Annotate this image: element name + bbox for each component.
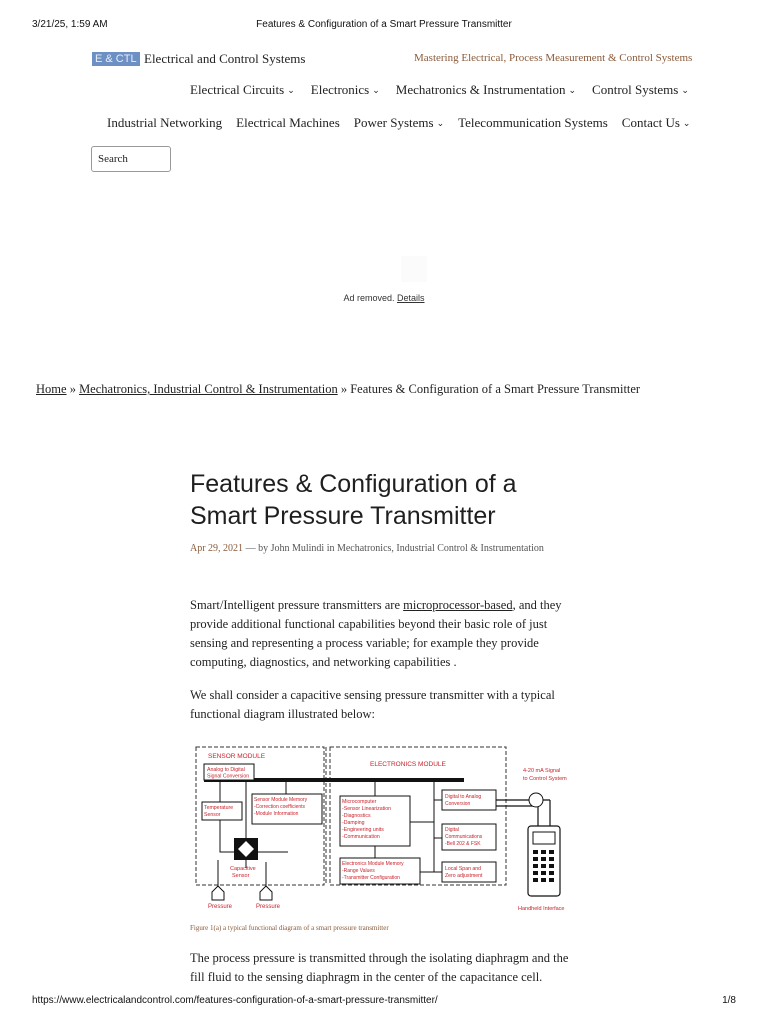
print-page-number: 1/8 <box>722 995 736 1006</box>
nav-label: Contact Us <box>621 115 680 130</box>
pressure-right-label: Pressure <box>256 904 281 910</box>
primary-nav <box>190 82 768 98</box>
digital-comm-label-3: -Bell 202 & FSK <box>445 841 481 847</box>
nav-electronics[interactable] <box>311 82 380 98</box>
article-paragraph-1 <box>190 596 580 672</box>
nav-control-systems[interactable] <box>592 82 689 98</box>
microcomputer-label-3: -Diagnostics <box>342 813 371 819</box>
digital-comm-label-2: Communications <box>445 834 483 840</box>
nav-label: Control Systems <box>592 82 679 97</box>
microcomputer-label-5: -Engineering units <box>342 827 384 833</box>
article-author[interactable]: John Mulindi <box>270 543 325 554</box>
chevron-down-icon: ⌄ <box>682 118 691 128</box>
functional-diagram <box>190 742 590 917</box>
site-title[interactable]: Electrical and Control Systems <box>144 51 306 66</box>
nav-label: Electronics <box>310 82 370 97</box>
chevron-down-icon: ⌄ <box>436 118 445 128</box>
adc-label-1: Analog to Digital <box>207 767 245 773</box>
temp-label-2: Sensor <box>204 812 221 818</box>
article-date[interactable]: Apr 29, 2021 <box>190 543 244 554</box>
chevron-down-icon: ⌄ <box>568 85 577 95</box>
adc-label-2: Signal Conversion <box>207 773 250 780</box>
elec-memory-label-1: Electronics Module Memory <box>342 861 404 867</box>
pressure-port-icon <box>260 886 272 900</box>
secondary-nav <box>107 115 768 131</box>
temp-label-1: Temperature <box>204 805 234 811</box>
p1-text-before: Smart/Intelligent pressure transmitters are <box>190 598 404 612</box>
nav-mechatronics-instrumentation[interactable] <box>396 82 576 98</box>
breadcrumb-home[interactable]: Home <box>36 382 67 396</box>
microcomputer-label-4: -Damping <box>342 820 365 826</box>
signal-meter-icon <box>529 793 543 807</box>
digital-comm-label-1: Digital <box>445 827 459 833</box>
article-title: Features & Configuration of a Smart Pressure Transmitter <box>190 470 517 530</box>
print-url: https://www.electricalandcontrol.com/features-configuration-of-a-smart-pressure-transmitter/ <box>32 995 438 1006</box>
ad-removed-notice <box>0 293 768 303</box>
dac-block <box>442 790 496 810</box>
p1-text-after: , and they provide additional functional capabilities beyond their basic role of just sensing and representing a process variable; for example they provide computing, diagnostics, and networking capabilities . <box>190 598 562 669</box>
nav-telecommunication-systems[interactable]: Telecommunication Systems <box>458 115 608 130</box>
microcomputer-label-2: -Sensor Linearization <box>342 806 392 812</box>
signal-label-2: to Control System <box>523 776 567 782</box>
meta-in: in <box>326 543 335 554</box>
sensor-memory-label-2: -Correction coefficients <box>254 804 306 810</box>
nav-industrial-networking[interactable]: Industrial Networking <box>107 115 223 130</box>
chevron-down-icon: ⌄ <box>372 85 380 95</box>
nav-label: Power Systems <box>353 115 434 130</box>
meta-by: — by <box>245 543 269 554</box>
breadcrumb-separator: » <box>69 382 76 396</box>
chevron-down-icon: ⌄ <box>681 85 689 95</box>
local-span-label-1: Local Span and <box>445 866 482 872</box>
sensor-memory-label-1: Sensor Module Memory <box>254 797 308 803</box>
ad-placeholder <box>401 256 427 282</box>
nav-label: Electrical Circuits <box>190 82 285 97</box>
chevron-down-icon: ⌄ <box>287 85 295 95</box>
print-doc-title: Features & Configuration of a Smart Pressure Transmitter <box>256 19 512 30</box>
pressure-left-label: Pressure <box>208 904 233 910</box>
breadcrumb-separator: » <box>340 382 348 396</box>
elec-memory-label-2: -Range Values <box>342 868 375 874</box>
sensor-memory-label-3: -Module Information <box>254 811 299 817</box>
nav-label: Mechatronics & Instrumentation <box>395 82 566 97</box>
sensor-module-label: SENSOR MODULE <box>208 753 266 760</box>
capacitive-label-1: Capacitive <box>230 866 256 872</box>
site-logo[interactable]: E & CTL <box>92 52 140 66</box>
print-datetime: 3/21/25, 1:59 AM <box>32 19 108 30</box>
breadcrumb-category[interactable]: Mechatronics, Industrial Control & Instrumentation <box>79 382 338 396</box>
article-paragraph-3: The process pressure is transmitted through the isolating diaphragm and the fill fluid to the sensing diaphragm in the center of the capacitance cell. <box>190 951 569 984</box>
article-category[interactable]: Mechatronics, Industrial Control & Instrumentation <box>336 543 544 554</box>
breadcrumb <box>36 382 640 397</box>
nav-electrical-machines[interactable]: Electrical Machines <box>236 115 340 130</box>
ad-removed-text: Ad removed. <box>343 293 395 303</box>
signal-label-1: 4-20 mA Signal <box>523 768 561 774</box>
site-tagline: Mastering Electrical, Process Measurement & Control Systems <box>414 52 693 64</box>
electronics-module-label: ELECTRONICS MODULE <box>370 761 446 768</box>
microcomputer-label-6: -Communication <box>342 834 380 840</box>
figure-caption: Figure 1(a) a typical functional diagram of a smart pressure transmitter <box>190 924 389 932</box>
dac-label-1: Digital to Analog <box>445 794 482 800</box>
capacitive-label-2: Sensor <box>232 873 250 879</box>
nav-power-systems[interactable] <box>354 115 444 131</box>
dac-label-2: Conversion <box>445 801 471 807</box>
microprocessor-link[interactable]: microprocessor-based <box>403 598 513 612</box>
microcomputer-label-1: Microcomputer <box>342 799 377 805</box>
nav-electrical-circuits[interactable] <box>190 82 295 98</box>
elec-memory-label-3: -Transmitter Configuration <box>342 875 400 881</box>
breadcrumb-current: Features & Configuration of a Smart Pressure Transmitter <box>350 382 641 396</box>
search-input[interactable] <box>91 146 171 172</box>
article-meta <box>190 543 544 554</box>
handheld-screen <box>533 832 555 844</box>
local-span-block <box>442 862 496 882</box>
article-paragraph-2: We shall consider a capacitive sensing pressure transmitter with a typical functional diagram illustrated below: <box>190 688 555 721</box>
nav-contact-us[interactable] <box>622 115 691 131</box>
ad-details-link[interactable]: Details <box>397 293 425 303</box>
local-span-label-2: Zero adjustment <box>445 873 483 879</box>
pressure-port-icon <box>212 886 224 900</box>
handheld-label: Handheld Interface <box>518 906 565 912</box>
